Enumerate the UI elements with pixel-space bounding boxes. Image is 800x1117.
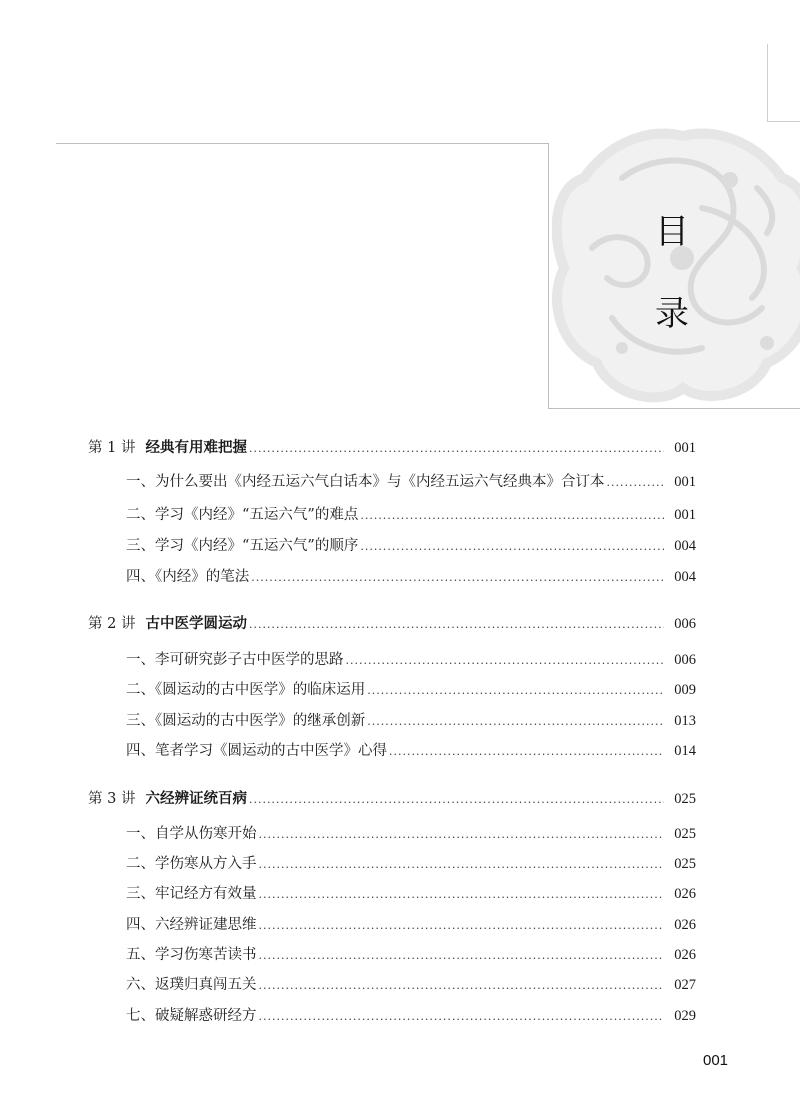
entry-label: 四、《内经》的笔法 xyxy=(126,569,250,585)
page-ref: 026 xyxy=(674,947,696,963)
chapter-number: 第 1 讲 xyxy=(88,440,136,456)
toc-entry[interactable] xyxy=(88,563,696,587)
chapter-title: 经典有用难把握 xyxy=(145,440,247,456)
page-ref: 004 xyxy=(674,569,696,585)
page-ref: 029 xyxy=(674,1008,696,1024)
page-ref: 027 xyxy=(674,977,696,993)
entry-label: 七、破疑解惑研经方 xyxy=(126,1008,257,1024)
panel-rule-vertical xyxy=(548,143,549,409)
toc-chapter-3[interactable] xyxy=(88,785,696,809)
leader-dots xyxy=(259,886,665,904)
leader-dots xyxy=(249,440,664,458)
toc-entry[interactable] xyxy=(88,1002,696,1026)
page-ref: 006 xyxy=(674,616,696,632)
entry-label: 三、牢记经方有效量 xyxy=(126,886,257,902)
page-ref: 001 xyxy=(674,440,696,456)
leader-dots xyxy=(360,507,664,525)
entry-label: 二、《圆运动的古中医学》的临床运用 xyxy=(126,682,366,698)
leader-dots xyxy=(259,1008,665,1026)
toc-entry[interactable] xyxy=(88,941,696,965)
toc-entry[interactable] xyxy=(88,646,696,670)
leader-dots xyxy=(607,474,665,492)
toc-entry[interactable] xyxy=(88,468,696,492)
leader-dots xyxy=(251,569,664,587)
leader-dots xyxy=(346,652,665,670)
page-ref: 001 xyxy=(674,507,696,523)
entry-label: 一、自学从伤寒开始 xyxy=(126,826,257,842)
toc-entry[interactable] xyxy=(88,532,696,556)
entry-label: 三、《圆运动的古中医学》的继承创新 xyxy=(126,713,366,729)
page-ref: 026 xyxy=(674,917,696,933)
dragon-emblem-icon xyxy=(552,118,800,404)
leader-dots xyxy=(389,743,664,761)
leader-dots xyxy=(259,917,665,935)
page-ref: 009 xyxy=(674,682,696,698)
toc-entry[interactable] xyxy=(88,707,696,731)
leader-dots xyxy=(249,616,664,634)
header-rule xyxy=(56,143,548,144)
chapter-number: 第 3 讲 xyxy=(88,791,136,807)
entry-label: 三、学习《内经》“五运六气”的顺序 xyxy=(126,538,359,554)
page-ref: 025 xyxy=(674,826,696,842)
toc-chapter-1[interactable] xyxy=(88,434,696,458)
toc-entry[interactable] xyxy=(88,737,696,761)
entry-label: 四、六经辨证建思维 xyxy=(126,917,257,933)
page-ref: 025 xyxy=(674,856,696,872)
leader-dots xyxy=(360,538,664,556)
page-ref: 026 xyxy=(674,886,696,902)
entry-label: 一、为什么要出《内经五运六气白话本》与《内经五运六气经典本》合订本 xyxy=(126,474,605,490)
toc-heading-char-2: 录 xyxy=(655,294,689,334)
corner-tab xyxy=(767,44,800,122)
entry-label: 五、学习伤寒苦读书 xyxy=(126,947,257,963)
page-ref: 001 xyxy=(674,474,696,490)
chapter-title: 古中医学圆运动 xyxy=(145,616,247,632)
toc-entry[interactable] xyxy=(88,501,696,525)
leader-dots xyxy=(259,947,665,965)
leader-dots xyxy=(249,791,664,809)
toc-entry[interactable] xyxy=(88,850,696,874)
leader-dots xyxy=(259,856,665,874)
leader-dots xyxy=(367,713,664,731)
page-number: 001 xyxy=(703,1052,729,1069)
page-ref: 014 xyxy=(674,743,696,759)
chapter-title: 六经辨证统百病 xyxy=(145,791,247,807)
toc-entry[interactable] xyxy=(88,971,696,995)
panel-rule-bottom xyxy=(548,408,800,409)
leader-dots xyxy=(367,682,664,700)
page-ref: 004 xyxy=(674,538,696,554)
leader-dots xyxy=(259,977,665,995)
toc-entry[interactable] xyxy=(88,911,696,935)
toc-entry[interactable] xyxy=(88,676,696,700)
leader-dots xyxy=(259,826,665,844)
page-ref: 006 xyxy=(674,652,696,668)
entry-label: 四、笔者学习《圆运动的古中医学》心得 xyxy=(126,743,387,759)
chapter-number: 第 2 讲 xyxy=(88,616,136,632)
toc-entry[interactable] xyxy=(88,880,696,904)
entry-label: 一、李可研究彭子古中医学的思路 xyxy=(126,652,344,668)
entry-label: 六、返璞归真闯五关 xyxy=(126,977,257,993)
page-ref: 013 xyxy=(674,713,696,729)
entry-label: 二、学习《内经》“五运六气”的难点 xyxy=(126,507,359,523)
toc-chapter-2[interactable] xyxy=(88,610,696,634)
toc-heading-char-1: 目 xyxy=(655,212,689,252)
toc-entry[interactable] xyxy=(88,820,696,844)
entry-label: 二、学伤寒从方入手 xyxy=(126,856,257,872)
page-ref: 025 xyxy=(674,791,696,807)
